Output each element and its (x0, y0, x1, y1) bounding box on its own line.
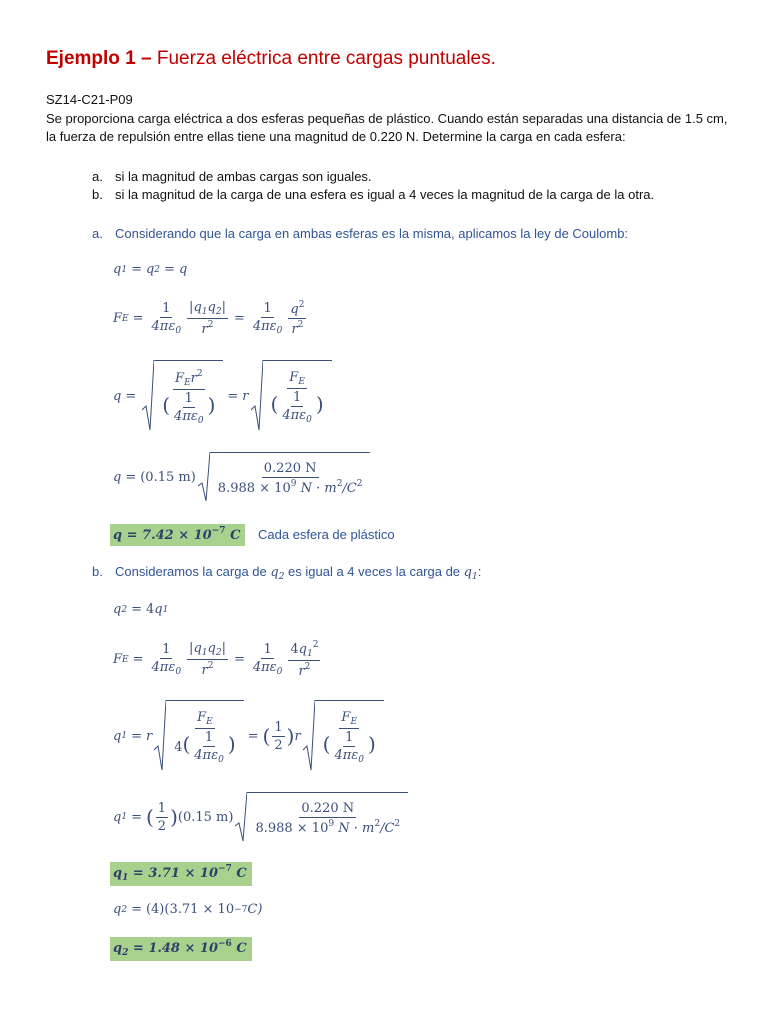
eq-q2-relation: q 2 = 4 q 1 (113, 602, 169, 617)
result-b-q1: $q_1 = 3.71 \times 10^{-7}$ C (110, 862, 252, 886)
result-b-q2: $q_2 = 1.48 \times 10^{-6}$ C (110, 937, 252, 961)
eq-equal-charges: q 1 = q 2 = q (113, 262, 188, 277)
problem-code: SZ14-C21-P09 (46, 92, 133, 107)
eq-solve-q1: q 1 = r $F_E$ 4( $\frac{1}{4\pi\varepsilon_0}$ ) = ( $\frac{1}{2}$ ) r $F_E$ ( $\frac{1}{4\pi\varepsilon_0}$ ) (113, 700, 384, 772)
question-b: b. si la magnitud de la carga de una esfera es igual a 4 veces la magnitud de la carga de la otra. (92, 187, 655, 202)
eq-substitute-b: q 1 = ( $\frac{1}{2}$ ) (0.15 m) $\frac{0.220 N}{8.988 \times 10^9 N \cdot m^2/C^2}$ (113, 792, 408, 842)
eq-coulomb-a: F E = $\frac{1}{4\pi\varepsilon_0}$ $\frac{|q_1q_2|}{r^2}$ = $\frac{1}{4\pi\varepsilon_0}$ $\frac{q^2}{r^2}$ (113, 300, 305, 337)
eq-q2-calc: q 2 = (4)(3.71 × 10 −7 C) (113, 902, 263, 917)
page-title: Ejemplo 1 – Fuerza eléctrica entre cargas puntuales. (46, 48, 496, 69)
solution-b-intro: b. Consideramos la carga de $q_2$ es igual a 4 veces la carga de $q_1$: (92, 564, 482, 582)
eq-coulomb-b: F E = $\frac{1}{4\pi\varepsilon_0}$ $\frac{|q_1q_2|}{r^2}$ = $\frac{1}{4\pi\varepsilon_0}$ $\frac{4q_1^2}{r^2}$ (113, 640, 319, 679)
result-a: $q = 7.42 \times 10^{-7}$ C (110, 524, 245, 546)
problem-statement: Se proporciona carga eléctrica a dos esferas pequeñas de plástico. Cuando están separadas una distancia de 1.5 cm, la fuerza de repulsión entre ellas tiene una magnitud de 0.220 N. Determine la carga en cada esfera: (46, 111, 728, 144)
solution-a-intro: a. Considerando que la carga en ambas esferas es la misma, aplicamos la ley de Coulomb: (92, 226, 629, 241)
question-a: a. si la magnitud de ambas cargas son iguales. (92, 169, 372, 184)
eq-substitute-a: q = (0.15 m) $\frac{0.220 N}{8.988 \times 10^9 N \cdot m^2/C^2}$ (113, 452, 370, 502)
eq-solve-q: q = $F_Er^2$ ( $\frac{1}{4\pi\varepsilon_0}$ ) = r $F_E$ ( $\frac{1}{4\pi\varepsilon_0}$ ) (113, 360, 332, 432)
result-a-note: Cada esfera de plástico (258, 527, 395, 542)
